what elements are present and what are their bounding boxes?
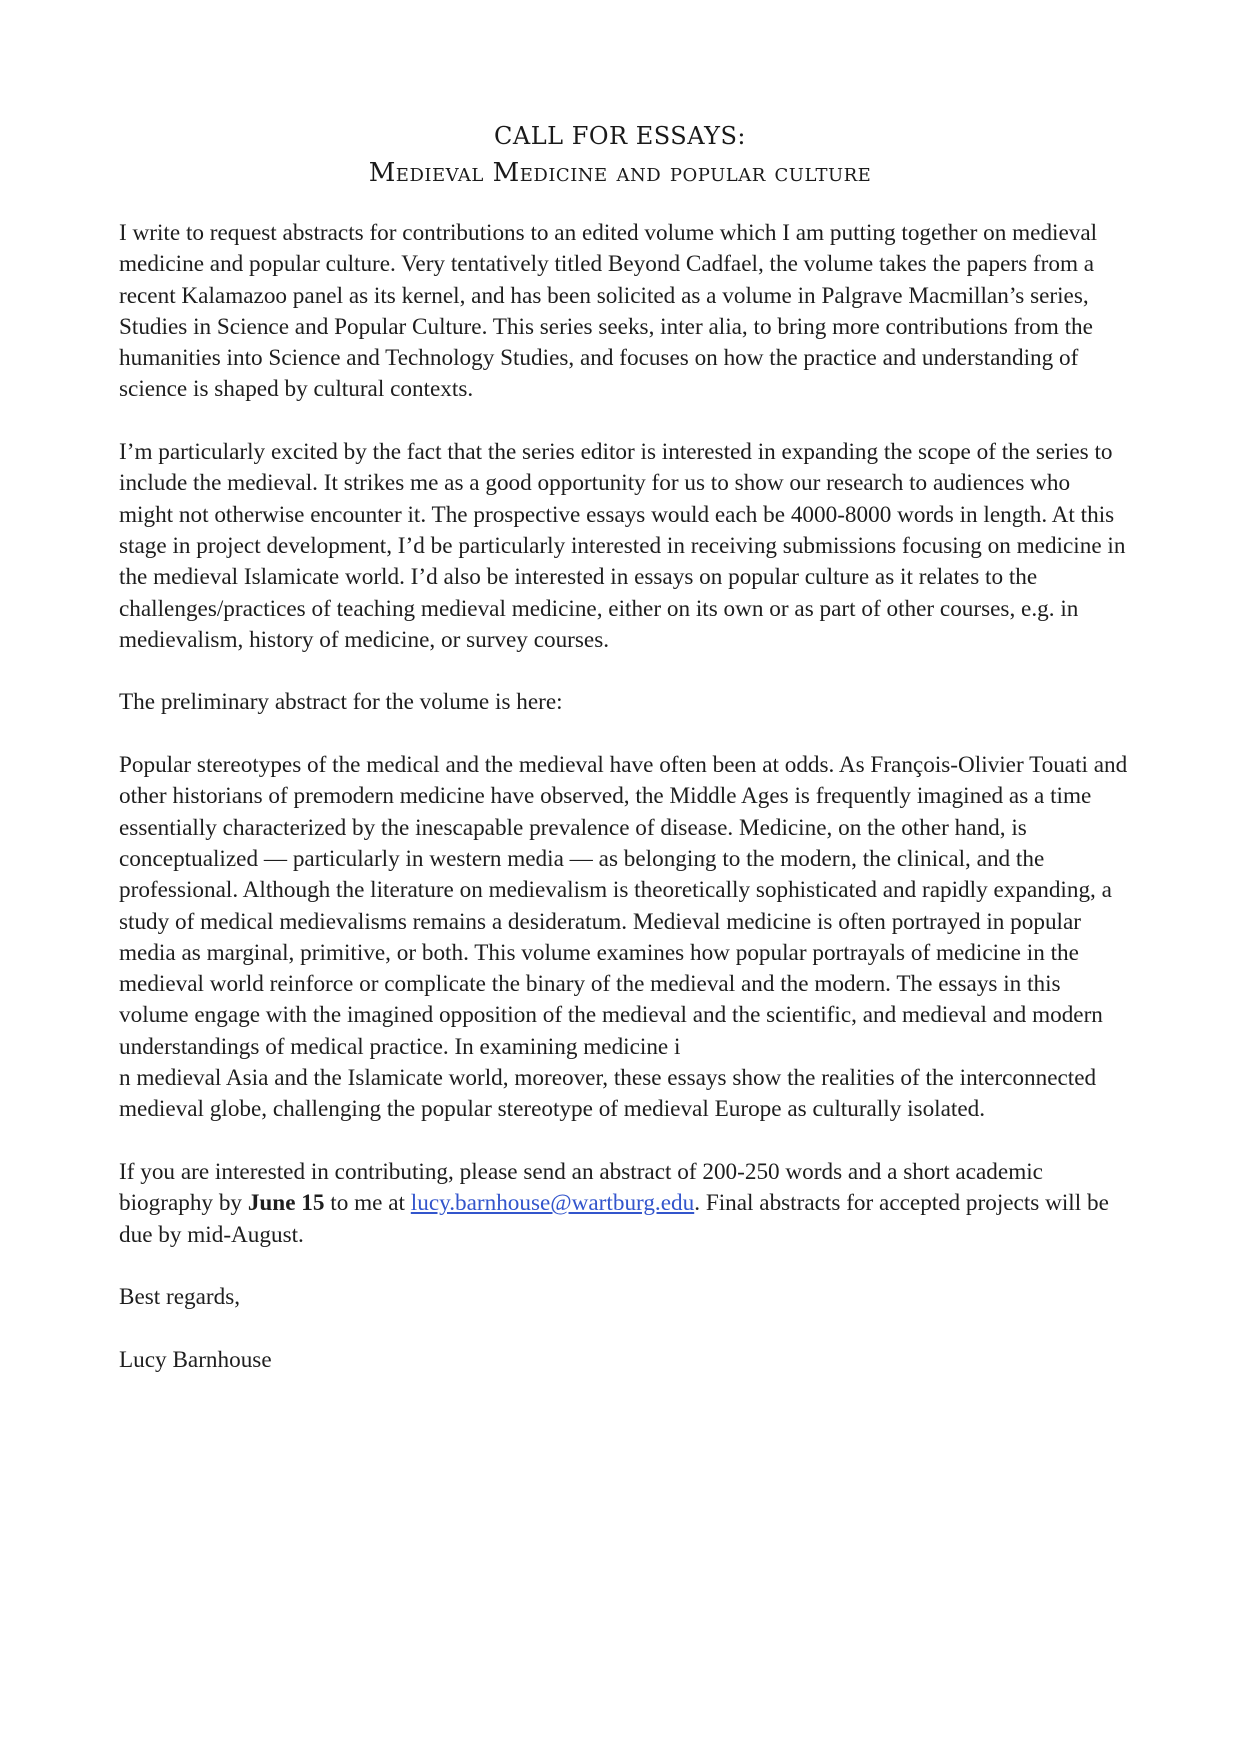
- deadline-date: June 15: [247, 1190, 325, 1217]
- abstract-intro-paragraph: The preliminary abstract for the volume is here:: [119, 689, 563, 716]
- email-link[interactable]: lucy.barnhouse@wartburg.edu: [410, 1190, 695, 1217]
- document-title: [0, 118, 1240, 192]
- contribution-paragraph: [119, 1157, 1129, 1251]
- signature: Lucy Barnhouse: [119, 1346, 272, 1373]
- motivation-paragraph: I’m particularly excited by the fact that the series editor is interested in expanding the scope of the series to include the medieval. It strikes me as a good opportunity for us to show our research to audiences who might not otherwise encounter it. The prospective essays would each be 4000-8000 words in length. At this stage in project development, I’d be particularly interested in receiving submissions focusing on medicine in the medieval Islamicate world. I’d also be interested in essays on popular culture as it relates to the challenges/practices of teaching medieval medicine, either on its own or as part of other courses, e.g. in medievalism, history of medicine, or survey courses.: [119, 439, 1126, 653]
- contribution-text-1: If you are interested in contributing, please send an abstract of 200-250 words and a short academic biography by: [119, 1158, 1043, 1217]
- title-line-1: CALL FOR ESSAYS:: [494, 122, 746, 150]
- intro-paragraph: I write to request abstracts for contributions to an edited volume which I am putting together on medieval medicine and popular culture. Very tentatively titled Beyond Cadfael, the volume takes the papers from a recent Kalamazoo panel as its kernel, and has been solicited as a volume in Palgrave Macmillan’s series, Studies in Science and Popular Culture. This series seeks, inter alia, to bring more contributions from the humanities into Science and Technology Studies, and focuses on how the practice and understanding of science is shaped by cultural contexts.: [119, 220, 1098, 403]
- contribution-text-2: to me at: [324, 1190, 411, 1217]
- document-body: [119, 218, 1129, 1407]
- abstract-paragraph-part-1: Popular stereotypes of the medical and the medieval have often been at odds. As François-Olivier Touati and other historians of premodern medicine have observed, the Middle Ages is frequently imagined as a time essentially characterized by the inescapable prevalence of disease. Medicine, on the other hand, is conceptualized — particularly in western media — as belonging to the modern, the clinical, and the professional. Although the literature on medievalism is theoretically sophisticated and rapidly expanding, a study of medical medievalisms remains a desideratum. Medieval medicine is often portrayed in popular media as marginal, primitive, or both. This volume examines how popular portrayals of medicine in the medieval world reinforce or complicate the binary of the medieval and the modern. The essays in this volume engage with the imagined opposition of the medieval and the scientific, and medieval and modern understandings of medical practice. In examining medicine i: [119, 752, 1128, 1060]
- contribution-text-3: . Final abstracts for accepted projects will be due by mid-August.: [119, 1190, 1109, 1248]
- closing-line: Best regards,: [119, 1284, 241, 1311]
- title-line-2: Medieval Medicine and popular culture: [368, 158, 872, 188]
- abstract-paragraph-part-2: n medieval Asia and the Islamicate world, moreover, these essays show the realities of the interconnected medieval globe, challenging the popular stereotype of medieval Europe as culturally isolated.: [119, 1065, 1097, 1123]
